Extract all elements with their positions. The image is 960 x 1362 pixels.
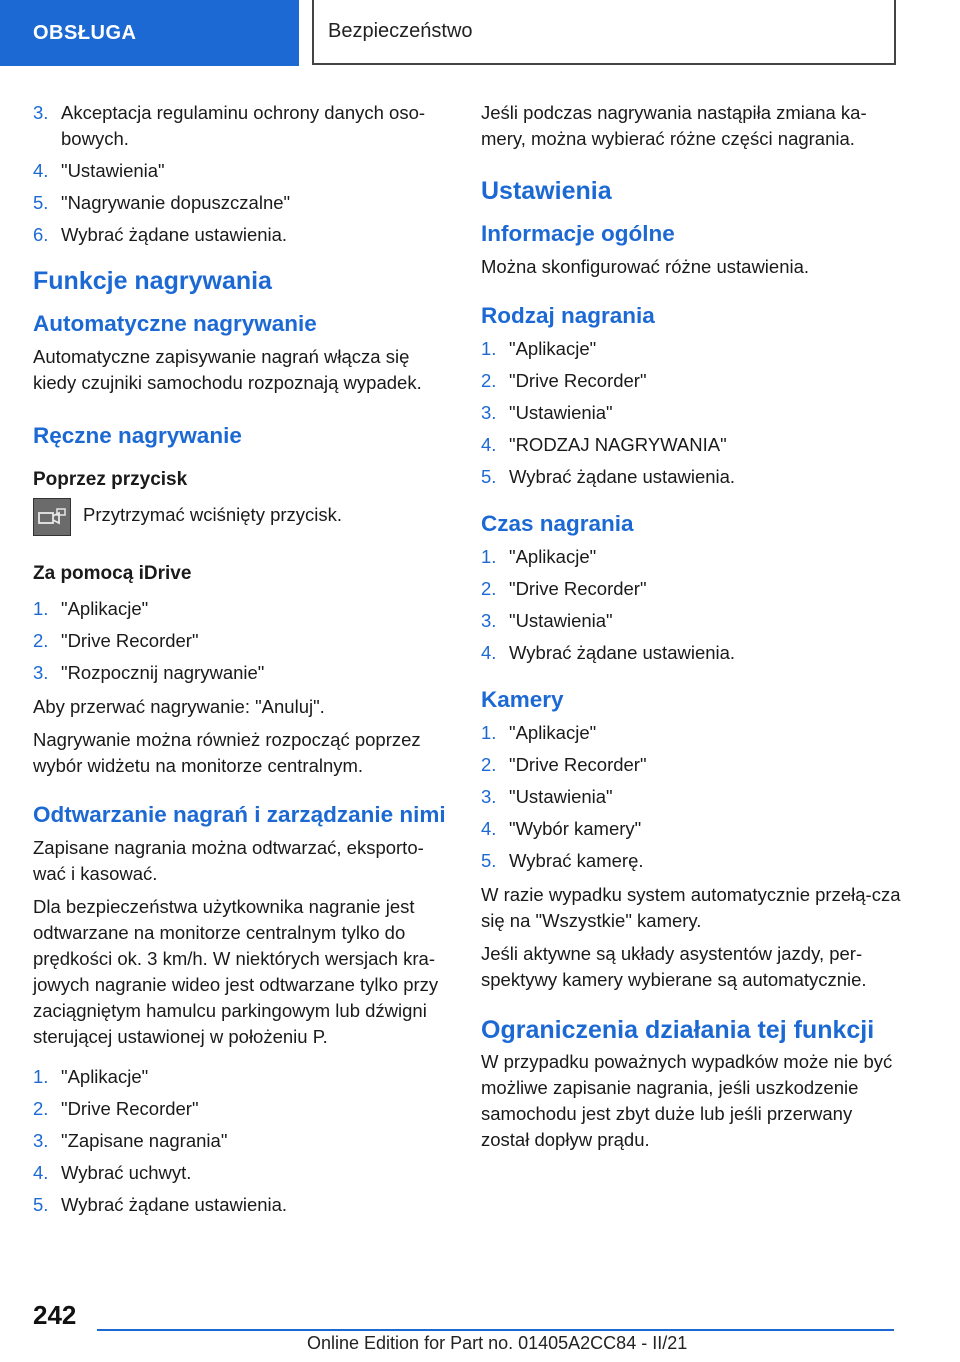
list-item-text: "Rozpocznij nagrywanie"	[61, 662, 265, 683]
page-number: 242	[33, 1300, 77, 1330]
list-item-number: 3.	[481, 610, 497, 631]
list-item-number: 6.	[33, 224, 49, 245]
heading-settings: Ustawienia	[481, 177, 612, 205]
heading-limitations: Ograniczenia działania tej funkcji	[481, 1016, 875, 1044]
header-chapter-label: Bezpieczeństwo	[328, 20, 473, 42]
list-item-number: 1.	[481, 722, 497, 743]
header-chapter-box	[312, 0, 896, 65]
list-item-number: 2.	[481, 754, 497, 775]
list-item-number: 3.	[481, 402, 497, 423]
list-item	[481, 464, 901, 490]
list-item-number: 2.	[33, 1098, 49, 1119]
list-item-text: "Ustawienia"	[509, 402, 613, 423]
list-item-number: 3.	[33, 102, 49, 123]
list-item-number: 4.	[481, 434, 497, 455]
list-item-text: "Drive Recorder"	[509, 578, 647, 599]
list-item-number: 5.	[481, 850, 497, 871]
heading-recording-type: Rodzaj nagrania	[481, 303, 655, 328]
paragraph-limitations: W przypadku poważnych wypadków może nie być możliwe zapisanie nagrania, jeśli uszkodzenie samochodu jest zbyt duże lub jeśli przerwany został dopływ prądu.	[481, 1051, 893, 1150]
steps-list-cameras	[481, 720, 901, 874]
list-item-text: "Drive Recorder"	[509, 370, 647, 391]
list-item-number: 1.	[481, 338, 497, 359]
list-item-text: Wybrać uchwyt.	[61, 1162, 192, 1183]
list-item-text: "RODZAJ NAGRYWANIA"	[509, 434, 727, 455]
paragraph-general-info: Można skonfigurować różne ustawienia.	[481, 256, 810, 277]
list-item-number: 3.	[33, 662, 49, 683]
list-item	[481, 400, 901, 426]
heading-manual-recording: Ręczne nagrywanie	[33, 423, 242, 448]
list-item	[481, 336, 901, 362]
list-item-text: Akceptacja regulaminu ochrony danych oso-bowych.	[61, 102, 426, 149]
list-item-text: "Nagrywanie dopuszczalne"	[61, 192, 291, 213]
header-section-label: OBSŁUGA	[33, 21, 137, 44]
list-item-text: "Aplikacje"	[509, 546, 597, 567]
list-item	[481, 848, 901, 874]
list-item	[33, 1192, 449, 1218]
list-item	[481, 576, 901, 602]
list-item-text: "Ustawienia"	[61, 160, 165, 181]
heading-playback: Odtwarzanie nagrań i zarządzanie nimi	[33, 802, 446, 827]
left-column	[33, 100, 449, 1226]
list-item	[33, 100, 449, 152]
steps-list-recording-type	[481, 336, 901, 490]
list-item-text: "Drive Recorder"	[61, 1098, 199, 1119]
list-item-text: "Ustawienia"	[509, 786, 613, 807]
list-item-text: "Aplikacje"	[509, 722, 597, 743]
list-item-number: 2.	[481, 370, 497, 391]
list-item-number: 1.	[33, 598, 49, 619]
list-item-text: "Wybór kamery"	[509, 818, 642, 839]
list-item	[33, 158, 449, 184]
list-item-text: Wybrać żądane ustawienia.	[509, 466, 736, 487]
footer-divider	[97, 1329, 894, 1331]
heading-automatic-recording: Automatyczne nagrywanie	[33, 311, 317, 336]
paragraph-cancel: Aby przerwać nagrywanie: "Anuluj".	[33, 696, 325, 717]
heading-recording-functions: Funkcje nagrywania	[33, 267, 272, 295]
list-item	[481, 544, 901, 570]
list-item	[481, 640, 901, 666]
list-item-text: Wybrać żądane ustawienia.	[61, 224, 288, 245]
steps-list-recording-time	[481, 544, 901, 666]
heading-cameras: Kamery	[481, 687, 564, 712]
list-item	[481, 816, 901, 842]
list-item	[481, 368, 901, 394]
paragraph-cameras-1: W razie wypadku system automatycznie przełą-cza się na "Wszystkie" kamery.	[481, 884, 901, 931]
list-item	[33, 1160, 449, 1186]
list-item-text: Wybrać żądane ustawienia.	[61, 1194, 288, 1215]
list-item-number: 3.	[481, 786, 497, 807]
camera-button-icon	[33, 498, 71, 536]
list-item	[33, 222, 449, 248]
paragraph-camera-change: Jeśli podczas nagrywania nastąpiła zmiana ka-mery, można wybierać różne części nagrania.	[481, 102, 867, 149]
list-item	[33, 596, 449, 622]
list-item-text: Wybrać żądane ustawienia.	[509, 642, 736, 663]
list-item-text: "Aplikacje"	[509, 338, 597, 359]
list-item	[33, 660, 449, 686]
list-item	[33, 190, 449, 216]
list-item	[33, 628, 449, 654]
heading-via-idrive: Za pomocą iDrive	[33, 563, 192, 584]
steps-list-idrive	[33, 596, 449, 686]
list-item-number: 5.	[33, 1194, 49, 1215]
list-item-text: Wybrać kamerę.	[509, 850, 644, 871]
list-item-number: 5.	[33, 192, 49, 213]
paragraph-playback-1: Zapisane nagrania można odtwarzać, eksporto-wać i kasować.	[33, 837, 424, 884]
paragraph-widget: Nagrywanie można również rozpocząć poprzez wybór widżetu na monitorze centralnym.	[33, 729, 421, 776]
list-item-text: "Aplikacje"	[61, 598, 149, 619]
heading-recording-time: Czas nagrania	[481, 511, 634, 536]
list-item-number: 2.	[481, 578, 497, 599]
list-item-text: "Ustawienia"	[509, 610, 613, 631]
steps-list-playback	[33, 1064, 449, 1218]
list-item-number: 4.	[481, 642, 497, 663]
list-item-number: 1.	[481, 546, 497, 567]
list-item-text: "Drive Recorder"	[61, 630, 199, 651]
heading-general-info: Informacje ogólne	[481, 221, 675, 246]
paragraph-automatic-recording: Automatyczne zapisywanie nagrań włącza się kiedy czujniki samochodu rozpoznają wypadek.	[33, 346, 422, 393]
header-section-tab	[0, 0, 299, 66]
footer-edition: Online Edition for Part no. 01405A2CC84 - II/21	[307, 1333, 688, 1353]
list-item	[481, 752, 901, 778]
list-item	[481, 608, 901, 634]
paragraph-playback-2: Dla bezpieczeństwa użytkownika nagranie jest odtwarzane na monitorze centralnym tylko do prędkości ok. 3 km/h. W niektórych wersjach kra-jowych nagranie wideo jest odtwarzane tylko przy zaciągniętym hamulcu parkingowym lub dźwigni sterującej ustawionej w położeniu P.	[33, 896, 439, 1047]
list-item-number: 5.	[481, 466, 497, 487]
list-item-number: 4.	[33, 1162, 49, 1183]
steps-list-consent	[33, 100, 449, 248]
list-item	[481, 432, 901, 458]
paragraph-cameras-2: Jeśli aktywne są układy asystentów jazdy, per-spektywy kamery wybierane są automatycznie.	[481, 943, 867, 990]
list-item	[481, 720, 901, 746]
list-item	[33, 1096, 449, 1122]
list-item	[481, 784, 901, 810]
heading-via-button: Poprzez przycisk	[33, 469, 188, 490]
paragraph-hold-button: Przytrzymać wciśnięty przycisk.	[83, 504, 343, 525]
list-item-number: 4.	[33, 160, 49, 181]
right-column	[481, 100, 901, 1160]
button-instruction	[33, 502, 449, 536]
list-item-number: 2.	[33, 630, 49, 651]
list-item	[33, 1128, 449, 1154]
list-item-text: "Drive Recorder"	[509, 754, 647, 775]
list-item-text: "Zapisane nagrania"	[61, 1130, 228, 1151]
list-item	[33, 1064, 449, 1090]
list-item-number: 3.	[33, 1130, 49, 1151]
list-item-number: 4.	[481, 818, 497, 839]
list-item-number: 1.	[33, 1066, 49, 1087]
list-item-text: "Aplikacje"	[61, 1066, 149, 1087]
